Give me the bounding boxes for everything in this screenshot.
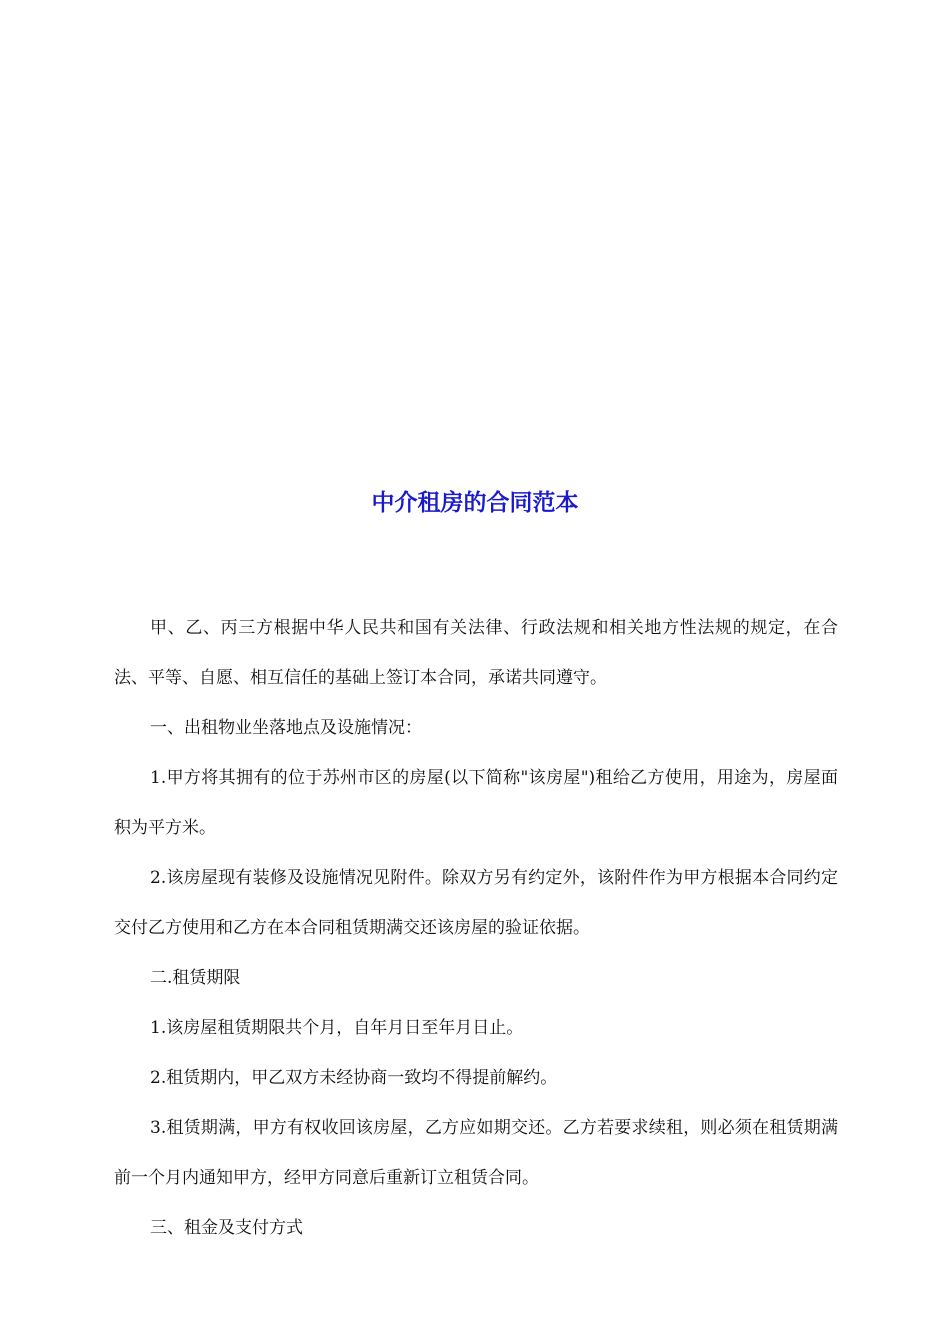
paragraph-preamble: 甲、乙、丙三方根据中华人民共和国有关法律、行政法规和相关地方性法规的规定，在合法、平等、自愿、相互信任的基础上签订本合同，承诺共同遵守。	[114, 618, 838, 688]
clause-1-1: 1.甲方将其拥有的位于苏州市区的房屋(以下简称"该房屋")租给乙方使用，用途为，房屋面积为平方米。	[114, 768, 838, 838]
document-body	[114, 603, 838, 1253]
section-heading-rent: 三、租金及支付方式	[150, 1218, 303, 1238]
document-title: 中介租房的合同范本	[371, 490, 579, 516]
clause-1-2: 2.该房屋现有装修及设施情况见附件。除双方另有约定外，该附件作为甲方根据本合同约定交付乙方使用和乙方在本合同租赁期满交还该房屋的验证依据。	[114, 868, 838, 938]
section-heading-property: 一、出租物业坐落地点及设施情况：	[150, 718, 422, 738]
section-heading-term: 二.租赁期限	[150, 968, 241, 988]
clause-2-2: 2.租赁期内，甲乙双方未经协商一致均不得提前解约。	[150, 1068, 558, 1088]
clause-2-3: 3.租赁期满，甲方有权收回该房屋，乙方应如期交还。乙方若要求续租，则必须在租赁期满前一个月内通知甲方，经甲方同意后重新订立租赁合同。	[114, 1118, 838, 1188]
clause-2-1: 1.该房屋租赁期限共个月，自年月日至年月日止。	[150, 1018, 524, 1038]
